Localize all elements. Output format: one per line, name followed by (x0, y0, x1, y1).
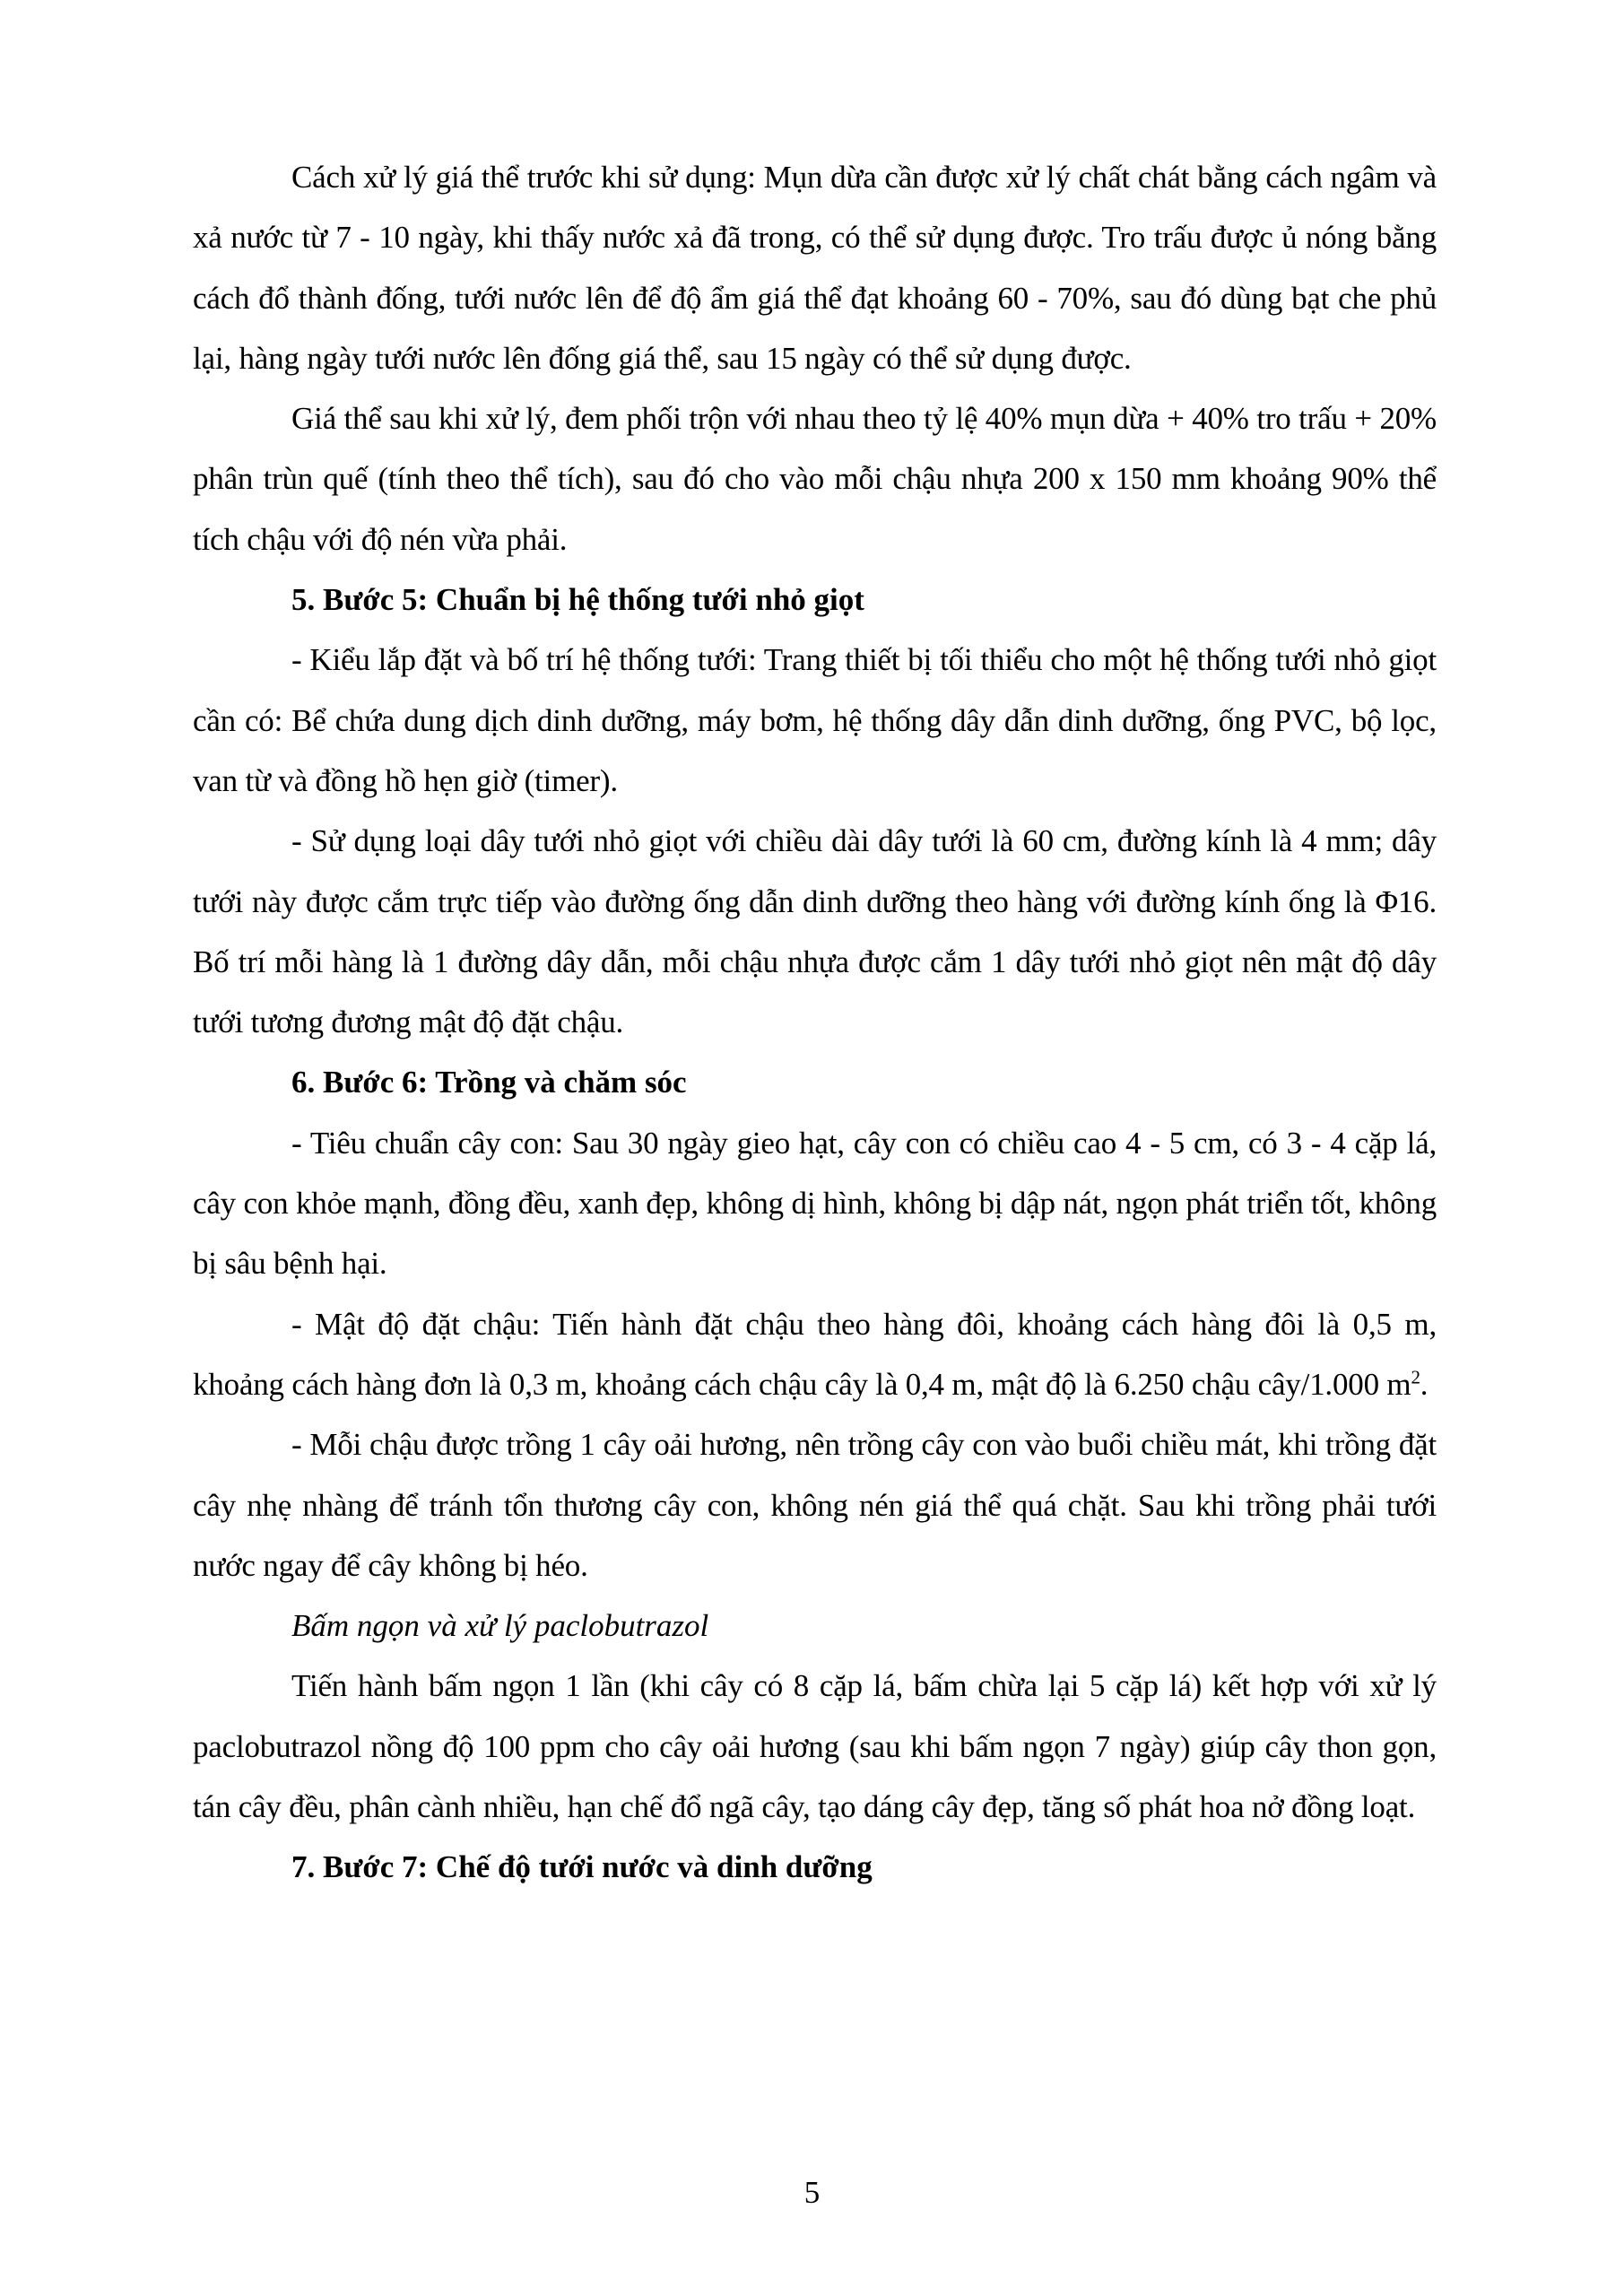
paragraph-planting: - Mỗi chậu được trồng 1 cây oải hương, nên trồng cây con vào buổi chiều mát, khi trồng đặt cây nhẹ nhàng để tránh tổn thương cây con, không nén giá thể quá chặt. Sau khi trồng phải tưới nước ngay để cây không bị héo. (193, 1427, 1437, 1583)
paragraph-irrigation-setup: - Kiểu lắp đặt và bố trí hệ thống tưới: Trang thiết bị tối thiểu cho một hệ thống tưới nhỏ giọt cần có: Bể chứa dung dịch dinh dưỡng, máy bơm, hệ thống dây dẫn dinh dưỡng, ống PVC, bộ lọc, van từ và đồng hồ hẹn giờ (timer). (193, 642, 1437, 798)
heading-step-6: 6. Bước 6: Trồng và chăm sóc (291, 1065, 687, 1100)
document-page (193, 147, 1437, 1898)
page-number: 5 (803, 2175, 821, 2210)
heading-step-5: 5. Bước 5: Chuẩn bị hệ thống tưới nhỏ giọt (291, 582, 864, 618)
paragraph-pot-density (193, 1294, 1437, 1415)
paragraph-drip-line: - Sử dụng loại dây tưới nhỏ giọt với chiều dài dây tưới là 60 cm, đường kính là 4 mm; dây tưới này được cắm trực tiếp vào đường ống dẫn dinh dưỡng theo hàng với đường kính ống là Φ16. Bố trí mỗi hàng là 1 đường dây dẫn, mỗi chậu nhựa được cắm 1 dây tưới nhỏ giọt nên mật độ dây tưới tương đương mật độ đặt chậu. (193, 823, 1437, 1040)
paragraph-seedling-standard: - Tiêu chuẩn cây con: Sau 30 ngày gieo hạt, cây con có chiều cao 4 - 5 cm, có 3 - 4 cặp lá, cây con khỏe mạnh, đồng đều, xanh đẹp, không dị hình, không bị dập nát, ngọn phát triển tốt, không bị sâu bệnh hại. (193, 1125, 1437, 1282)
paragraph-substrate-mixing: Giá thể sau khi xử lý, đem phối trộn với nhau theo tỷ lệ 40% mụn dừa + 40% tro trấu + 20% phân trùn quế (tính theo thể tích), sau đó cho vào mỗi chậu nhựa 200 x 150 mm khoảng 90% thể tích chậu với độ nén vừa phải. (193, 401, 1437, 557)
subheading-pinching-paclobutrazol: Bấm ngọn và xử lý paclobutrazol (291, 1608, 709, 1644)
paragraph-substrate-treatment: Cách xử lý giá thể trước khi sử dụng: Mụn dừa cần được xử lý chất chát bằng cách ngâm và xả nước từ 7 - 10 ngày, khi thấy nước xả đã trong, có thể sử dụng được. Tro trấu được ủ nóng bằng cách đổ thành đống, tưới nước lên để độ ẩm giá thể đạt khoảng 60 - 70%, sau đó dùng bạt che phủ lại, hàng ngày tưới nước lên đống giá thể, sau 15 ngày có thể sử dụng được. (193, 160, 1437, 376)
superscript-squared: 2 (1411, 1366, 1420, 1388)
pot-density-tail: . (1420, 1366, 1429, 1402)
pot-density-text: - Mật độ đặt chậu: Tiến hành đặt chậu theo hàng đôi, khoảng cách hàng đôi là 0,5 m, khoảng cách hàng đơn là 0,3 m, khoảng cách chậu cây là 0,4 m, mật độ là 6.250 chậu cây/1.000 m (193, 1306, 1437, 1402)
heading-step-7: 7. Bước 7: Chế độ tưới nước và dinh dưỡng (291, 1849, 873, 1885)
paragraph-pinching: Tiến hành bấm ngọn 1 lần (khi cây có 8 cặp lá, bấm chừa lại 5 cặp lá) kết hợp với xử lý paclobutrazol nồng độ 100 ppm cho cây oải hương (sau khi bấm ngọn 7 ngày) giúp cây thon gọn, tán cây đều, phân cành nhiều, hạn chế đổ ngã cây, tạo dáng cây đẹp, tăng số phát hoa nở đồng loạt. (193, 1668, 1437, 1825)
